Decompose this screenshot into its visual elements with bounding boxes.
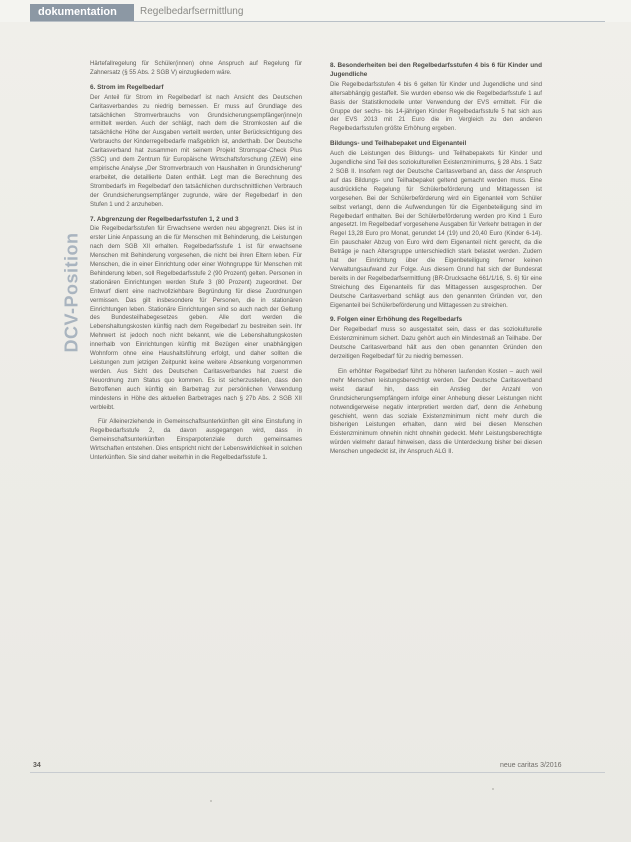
header-divider [30, 21, 605, 22]
right-column [330, 60, 542, 463]
body-paragraph: Die Regelbedarfsstufen für Erwachsene werden neu abgegrenzt. Dies ist in erster Linie Anpassung an die für Menschen mit Behinderung, die Leistungen nach dem SGB XII erhalten. Regelbedarfsstufe 1 ist für erwachsene Menschen mit Behinderung vorgesehen, die nicht bei ihren Eltern leben. Für Menschen, die in einer Einrichtung oder einer Wohngruppe für Menschen mit Behinderung leben, soll Regelbedarfsstufe 2 (90 Prozent) gelten. Personen in stationären Einrichtungen werden Stufe 3 (80 Prozent) zugeordnet. Der Entwurf dient eine nachvollziehbare Begründung für diese Zuordnungen vermissen. Das gilt insbesondere für Personen, die in stationären Einrichtungen leben. Stationäre Einrichtungen sind so auch nach der Geltung des Bundesteilhabegesetzes geben. Alle dort werden die Lebenshaltungskosten künftig nach dem Regelbedarf zu bestreiten sein. Ihr Mehrwert ist jedoch noch nicht bekannt, wie die Lebenshaltungskosten innerhalb von Einrichtungen künftig mit Bezügen einer unabhängigen Wohnform ohne eine Haushaltsführung erfolgt, und daher sollten die Leistungen zum jetzigen Zeitpunkt keine weitere Absenkung vorgenommen werden. Aus Sicht des Deutschen Caritasverbandes hat zuerst die Neuordnung zum Status quo kommen. Es ist sicherzustellen, dass den Betroffenen auch künftig ein Barbetrag zur persönlichen Verwendung mindestens in Höhe des aktuellen Barbetrages nach § 27b Abs. 2 SGB XII verbleibt. [90, 225, 302, 411]
section-heading: 6. Strom im Regelbedarf [90, 83, 164, 91]
side-label-text: DCV-Position [61, 232, 82, 353]
scan-speck [210, 800, 212, 802]
body-paragraph: Die Regelbedarfsstufen 4 bis 6 gelten für Kinder und Jugendliche und sind altersabhängig gestaffelt. Sie wurden ebenso wie die Regelbedarfsstufe 1 auf Basis der Statistikmodelle unter Verwendung der EVS ermittelt. Für die Gruppe der sechs- bis 14-jährigen Kinder Regelbedarfsstufe 5 hat sich aus der EVS 2013 mit 21 Euro die im Vergleich zu den anderen Regelbedarfsstufen größte Erhöhung ergeben. [330, 80, 542, 133]
body-paragraph: Auch die Leistungen des Bildungs- und Teilhabepakets für Kinder und Jugendliche sind Teil des soziokulturellen Existenzminimums, § 28 Abs. 1 Satz 2 SGB II. Insofern regt der Deutsche Caritasverband an, dass der Anspruch auf das Bildungs- und Teilhabepaket geltend gemacht werden muss. Eine ausdrückliche Regelung für Schülerbeförderung und Mittagessen ist vorgesehen. Bei der Schülerbeförderung wird ein Eigenanteil vom Schüler selbst verlangt, denn die Aufwendungen für die Eigenbeteiligung sind im Regelbedarf enthalten. Bei der Schülerbeförderung werden pro Kind 1 Euro angesetzt. Im Regelbedarf vorgesehene Ausgaben für Verkehr betragen in der Regel 13,28 Euro pro Monat, gerundet 14 (19) und 20,40 Euro (Kinder 6-14). Ein pauschaler Abzug von Euro wird dem Eigenanteil nicht gerecht, da die Beträge je nach Altersgruppe unterschiedlich stark belastet werden. Zudem hat der Einrichtung über die Eigenbeteiligung ferner keinen Verwaltungsaufwand zur Folge. Aus diesem Grund hat sich der Bundesrat bereits in der Regelbedarfsermittlung (BR-Drucksache 661/1/16, S. 6) für eine Streichung des Eigenanteils für das Mittagessen ausgesprochen. Der Deutsche Caritasverband schlägt aus den genannten Gründen vor, den Eigenanteil bei Schülerbeförderung und Mittagessen zu streichen. [330, 150, 542, 309]
header-bar [0, 0, 631, 22]
section-heading: 7. Abgrenzung der Regelbedarfsstufen 1, 2 und 3 [90, 215, 239, 223]
section-heading: Bildungs- und Teilhabepaket und Eigenanteil [330, 140, 467, 148]
left-column [90, 60, 302, 469]
section-heading: 8. Besonderheiten bei den Regelbedarfsstufen 4 bis 6 für Kinder und Jugendliche [330, 62, 542, 78]
page-number: 34 [33, 762, 41, 769]
footer-divider [30, 772, 605, 773]
section-tag: dokumentation [30, 4, 134, 21]
body-paragraph: Der Anteil für Strom im Regelbedarf ist nach Ansicht des Deutschen Caritasverbandes zu niedrig bemessen. Er muss auf Grundlage des tatsächlichen Stromverbrauchs von Grundsicherungsempfänger(inne)n ermittelt werden. Auch der schlägt, nach dem die Stromkosten auf die tatsächliche Höhe der Ausgaben verteilt werden, unter Berücksichtigung des Verbrauchs der Kinderregelbedarfe maßgeblich ist, anderthalb. Der Deutsche Caritasverband hat zusammen mit seinem Projekt Stromspar-Check Plus (SSC) und dem Zentrum für Europäische Wirtschaftsforschung (ZEW) eine empirische Analyse „Der Stromverbrauch von Haushalten in Grundsicherung“ erarbeitet, die detaillierte Daten enthält. Legt man die Berechnung des Strombedarfs im Regelbedarf den tatsächlichen durchschnittlichen Verbrauch der Grundsicherungsempfänger zugrunde, wäre der Regelbedarf in den Stufen 1 und 2 anzuheben. [90, 93, 302, 208]
body-paragraph: Für Alleinerziehende in Gemeinschaftsunterkünften gilt eine Einstufung in Regelbedarfsstufe 2, da davon ausgegangen wird, dass in Gemeinschaftsunterkünften Einsparpotenziale durch gemeinsames Wirtschaften entstehen. Dies entspricht nicht der Lebenswirklichkeit in solchen Unterkünften. Sie sind daher weiterhin in die Regelbedarfsstufe 1. [90, 418, 302, 462]
body-paragraph: Härtefallregelung für Schüler(innen) ohne Anspruch auf Regelung für Zahnersatz (§ 55 Abs. 2 SGB V) einzugliedern wäre. [90, 60, 302, 76]
scan-speck [492, 788, 494, 790]
magazine-issue: neue caritas 3/2016 [500, 762, 562, 769]
body-paragraph: Ein erhöhter Regelbedarf führt zu höheren laufenden Kosten – auch weil mehr Menschen leistungsberechtigt werden. Der Deutsche Caritasverband weist darauf hin, dass ein Anstieg der Anzahl von Grundsicherungsempfängern infolge einer Anhebung dieser Leistungen nicht notwendigerweise negativ interpretiert werden darf, denn die Anhebung geschieht, wenn das soziale Existenzminimum nicht mehr durch die bisherigen Leistungen erhalten, dann wird bei diesen Menschen Existenzminimum ohnehin nicht ohnehin gedeckt. Mehr Leistungsberechtigte würden vielmehr darauf hinweisen, dass die Unterdeckung bisher bei diesen Menschen ungedeckt ist, ihr Anspruch ALG II. [330, 368, 542, 456]
side-label [58, 225, 86, 360]
body-paragraph: Der Regelbedarf muss so ausgestaltet sein, dass er das soziokulturelle Existenzminimum sichert. Dazu gehört auch ein Mindestmaß an Teilhabe. Der Deutsche Caritasverband hält aus den oben genannten Gründen den derzeitigen Regelbedarf für zu niedrig bemessen. [330, 326, 542, 361]
section-heading: 9. Folgen einer Erhöhung des Regelbedarfs [330, 316, 463, 324]
section-subtitle: Regelbedarfsermittlung [140, 6, 244, 17]
